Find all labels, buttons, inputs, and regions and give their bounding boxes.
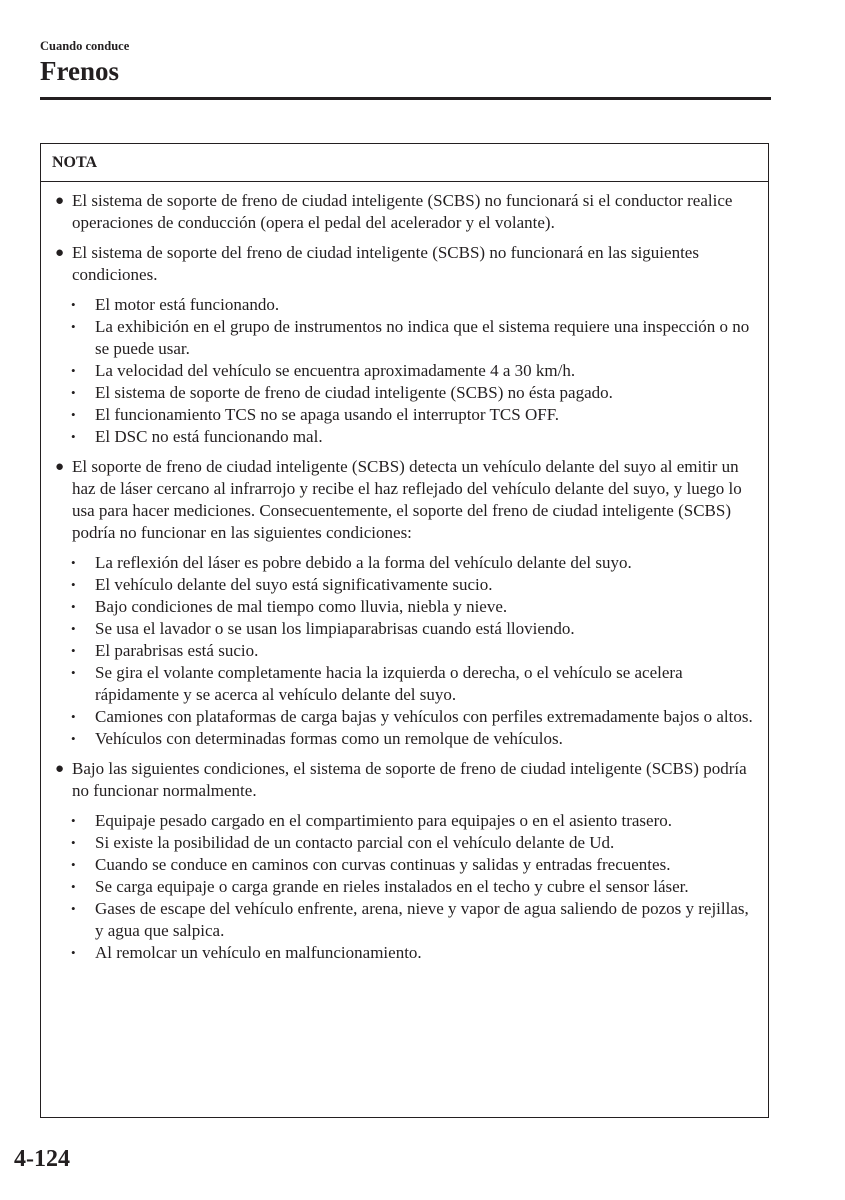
list-item: [71, 706, 756, 728]
sub-bullet-icon: •: [71, 429, 76, 444]
sub-list: [53, 294, 756, 448]
sub-bullet-icon: •: [71, 731, 76, 746]
list-item: [71, 810, 756, 832]
bullet-text: El sistema de soporte de freno de ciudad inteligente (SCBS) no funcionará si el conductor realice operaciones de conducción (opera el pedal del acelerador y el volante).: [72, 191, 733, 232]
note-body: [41, 182, 768, 964]
list-item-text: La exhibición en el grupo de instrumentos no indica que el sistema requiere una inspección o no se puede usar.: [95, 317, 750, 358]
note-heading: NOTA: [41, 144, 768, 182]
note-bullet: [53, 758, 756, 802]
list-item-text: El DSC no está funcionando mal.: [95, 427, 323, 446]
page-number: 4-124: [14, 1146, 70, 1172]
bullet-dot-icon: ●: [55, 193, 65, 209]
note-bullet: [53, 190, 756, 234]
list-item: [71, 316, 756, 360]
sub-bullet-icon: •: [71, 643, 76, 658]
list-item-text: Bajo condiciones de mal tiempo como lluvia, niebla y nieve.: [95, 597, 508, 616]
list-item: [71, 640, 756, 662]
list-item-text: El motor está funcionando.: [95, 295, 280, 314]
list-item: [71, 898, 756, 942]
sub-list: [53, 810, 756, 964]
sub-bullet-icon: •: [71, 599, 76, 614]
list-item: [71, 832, 756, 854]
page-title: Frenos: [40, 56, 119, 86]
list-item-text: Vehículos con determinadas formas como un remolque de vehículos.: [95, 729, 563, 748]
bullet-text: Bajo las siguientes condiciones, el sistema de soporte de freno de ciudad inteligente (SCBS) podría no funcionar normalmente.: [72, 759, 747, 800]
bullet-text: El soporte de freno de ciudad inteligente (SCBS) detecta un vehículo delante del suyo al emitir un haz de láser cercano al infrarrojo y recibe el haz reflejado del vehículo delante del suyo, y luego lo usa para hacer mediciones. Consecuentemente, el soporte del freno de ciudad inteligente (SCBS) podría no funcionar en las siguientes condiciones:: [72, 457, 742, 542]
title-rule: [40, 97, 771, 100]
list-item: [71, 382, 756, 404]
list-item: [71, 728, 756, 750]
sub-bullet-icon: •: [71, 901, 76, 916]
list-item: [71, 876, 756, 898]
list-item-text: Camiones con plataformas de carga bajas y vehículos con perfiles extremadamente bajos o altos.: [95, 707, 753, 726]
sub-bullet-icon: •: [71, 577, 76, 592]
sub-bullet-icon: •: [71, 709, 76, 724]
sub-list: [53, 552, 756, 750]
sub-bullet-icon: •: [71, 945, 76, 960]
list-item-text: Se usa el lavador o se usan los limpiaparabrisas cuando está lloviendo.: [95, 619, 575, 638]
sub-bullet-icon: •: [71, 407, 76, 422]
note-bullet: [53, 242, 756, 286]
bullet-dot-icon: ●: [55, 459, 65, 475]
list-item-text: La reflexión del láser es pobre debido a la forma del vehículo delante del suyo.: [95, 553, 632, 572]
list-item: [71, 426, 756, 448]
list-item-text: Si existe la posibilidad de un contacto parcial con el vehículo delante de Ud.: [95, 833, 615, 852]
list-item: [71, 552, 756, 574]
list-item: [71, 404, 756, 426]
sub-bullet-icon: •: [71, 665, 76, 680]
sub-bullet-icon: •: [71, 621, 76, 636]
list-item: [71, 942, 756, 964]
list-item: [71, 662, 756, 706]
sub-bullet-icon: •: [71, 813, 76, 828]
note-box: [40, 143, 769, 1118]
list-item-text: El sistema de soporte de freno de ciudad inteligente (SCBS) no ésta pagado.: [95, 383, 613, 402]
bullet-text: El sistema de soporte del freno de ciudad inteligente (SCBS) no funcionará en las siguientes condiciones.: [72, 243, 699, 284]
list-item: [71, 294, 756, 316]
list-item-text: Equipaje pesado cargado en el compartimiento para equipajes o en el asiento trasero.: [95, 811, 672, 830]
list-item-text: Al remolcar un vehículo en malfuncionamiento.: [95, 943, 422, 962]
list-item: [71, 854, 756, 876]
list-item: [71, 574, 756, 596]
sub-bullet-icon: •: [71, 385, 76, 400]
sub-bullet-icon: •: [71, 363, 76, 378]
bullet-dot-icon: ●: [55, 245, 65, 261]
list-item: [71, 360, 756, 382]
note-bullet: [53, 456, 756, 544]
list-item-text: La velocidad del vehículo se encuentra aproximadamente 4 a 30 km/h.: [95, 361, 576, 380]
sub-bullet-icon: •: [71, 879, 76, 894]
list-item-text: Cuando se conduce en caminos con curvas continuas y salidas y entradas frecuentes.: [95, 855, 671, 874]
list-item-text: El funcionamiento TCS no se apaga usando el interruptor TCS OFF.: [95, 405, 560, 424]
section-label: Cuando conduce: [40, 39, 130, 53]
sub-bullet-icon: •: [71, 555, 76, 570]
bullet-dot-icon: ●: [55, 761, 65, 777]
list-item: [71, 618, 756, 640]
list-item: [71, 596, 756, 618]
list-item-text: El vehículo delante del suyo está significativamente sucio.: [95, 575, 493, 594]
sub-bullet-icon: •: [71, 857, 76, 872]
sub-bullet-icon: •: [71, 319, 76, 334]
sub-bullet-icon: •: [71, 297, 76, 312]
list-item-text: El parabrisas está sucio.: [95, 641, 259, 660]
list-item-text: Se carga equipaje o carga grande en rieles instalados en el techo y cubre el sensor láser.: [95, 877, 689, 896]
sub-bullet-icon: •: [71, 835, 76, 850]
list-item-text: Se gira el volante completamente hacia la izquierda o derecha, o el vehículo se acelera rápidamente y se acerca al vehículo delante del suyo.: [95, 663, 683, 704]
list-item-text: Gases de escape del vehículo enfrente, arena, nieve y vapor de agua saliendo de pozos y rejillas, y agua que salpica.: [95, 899, 749, 940]
